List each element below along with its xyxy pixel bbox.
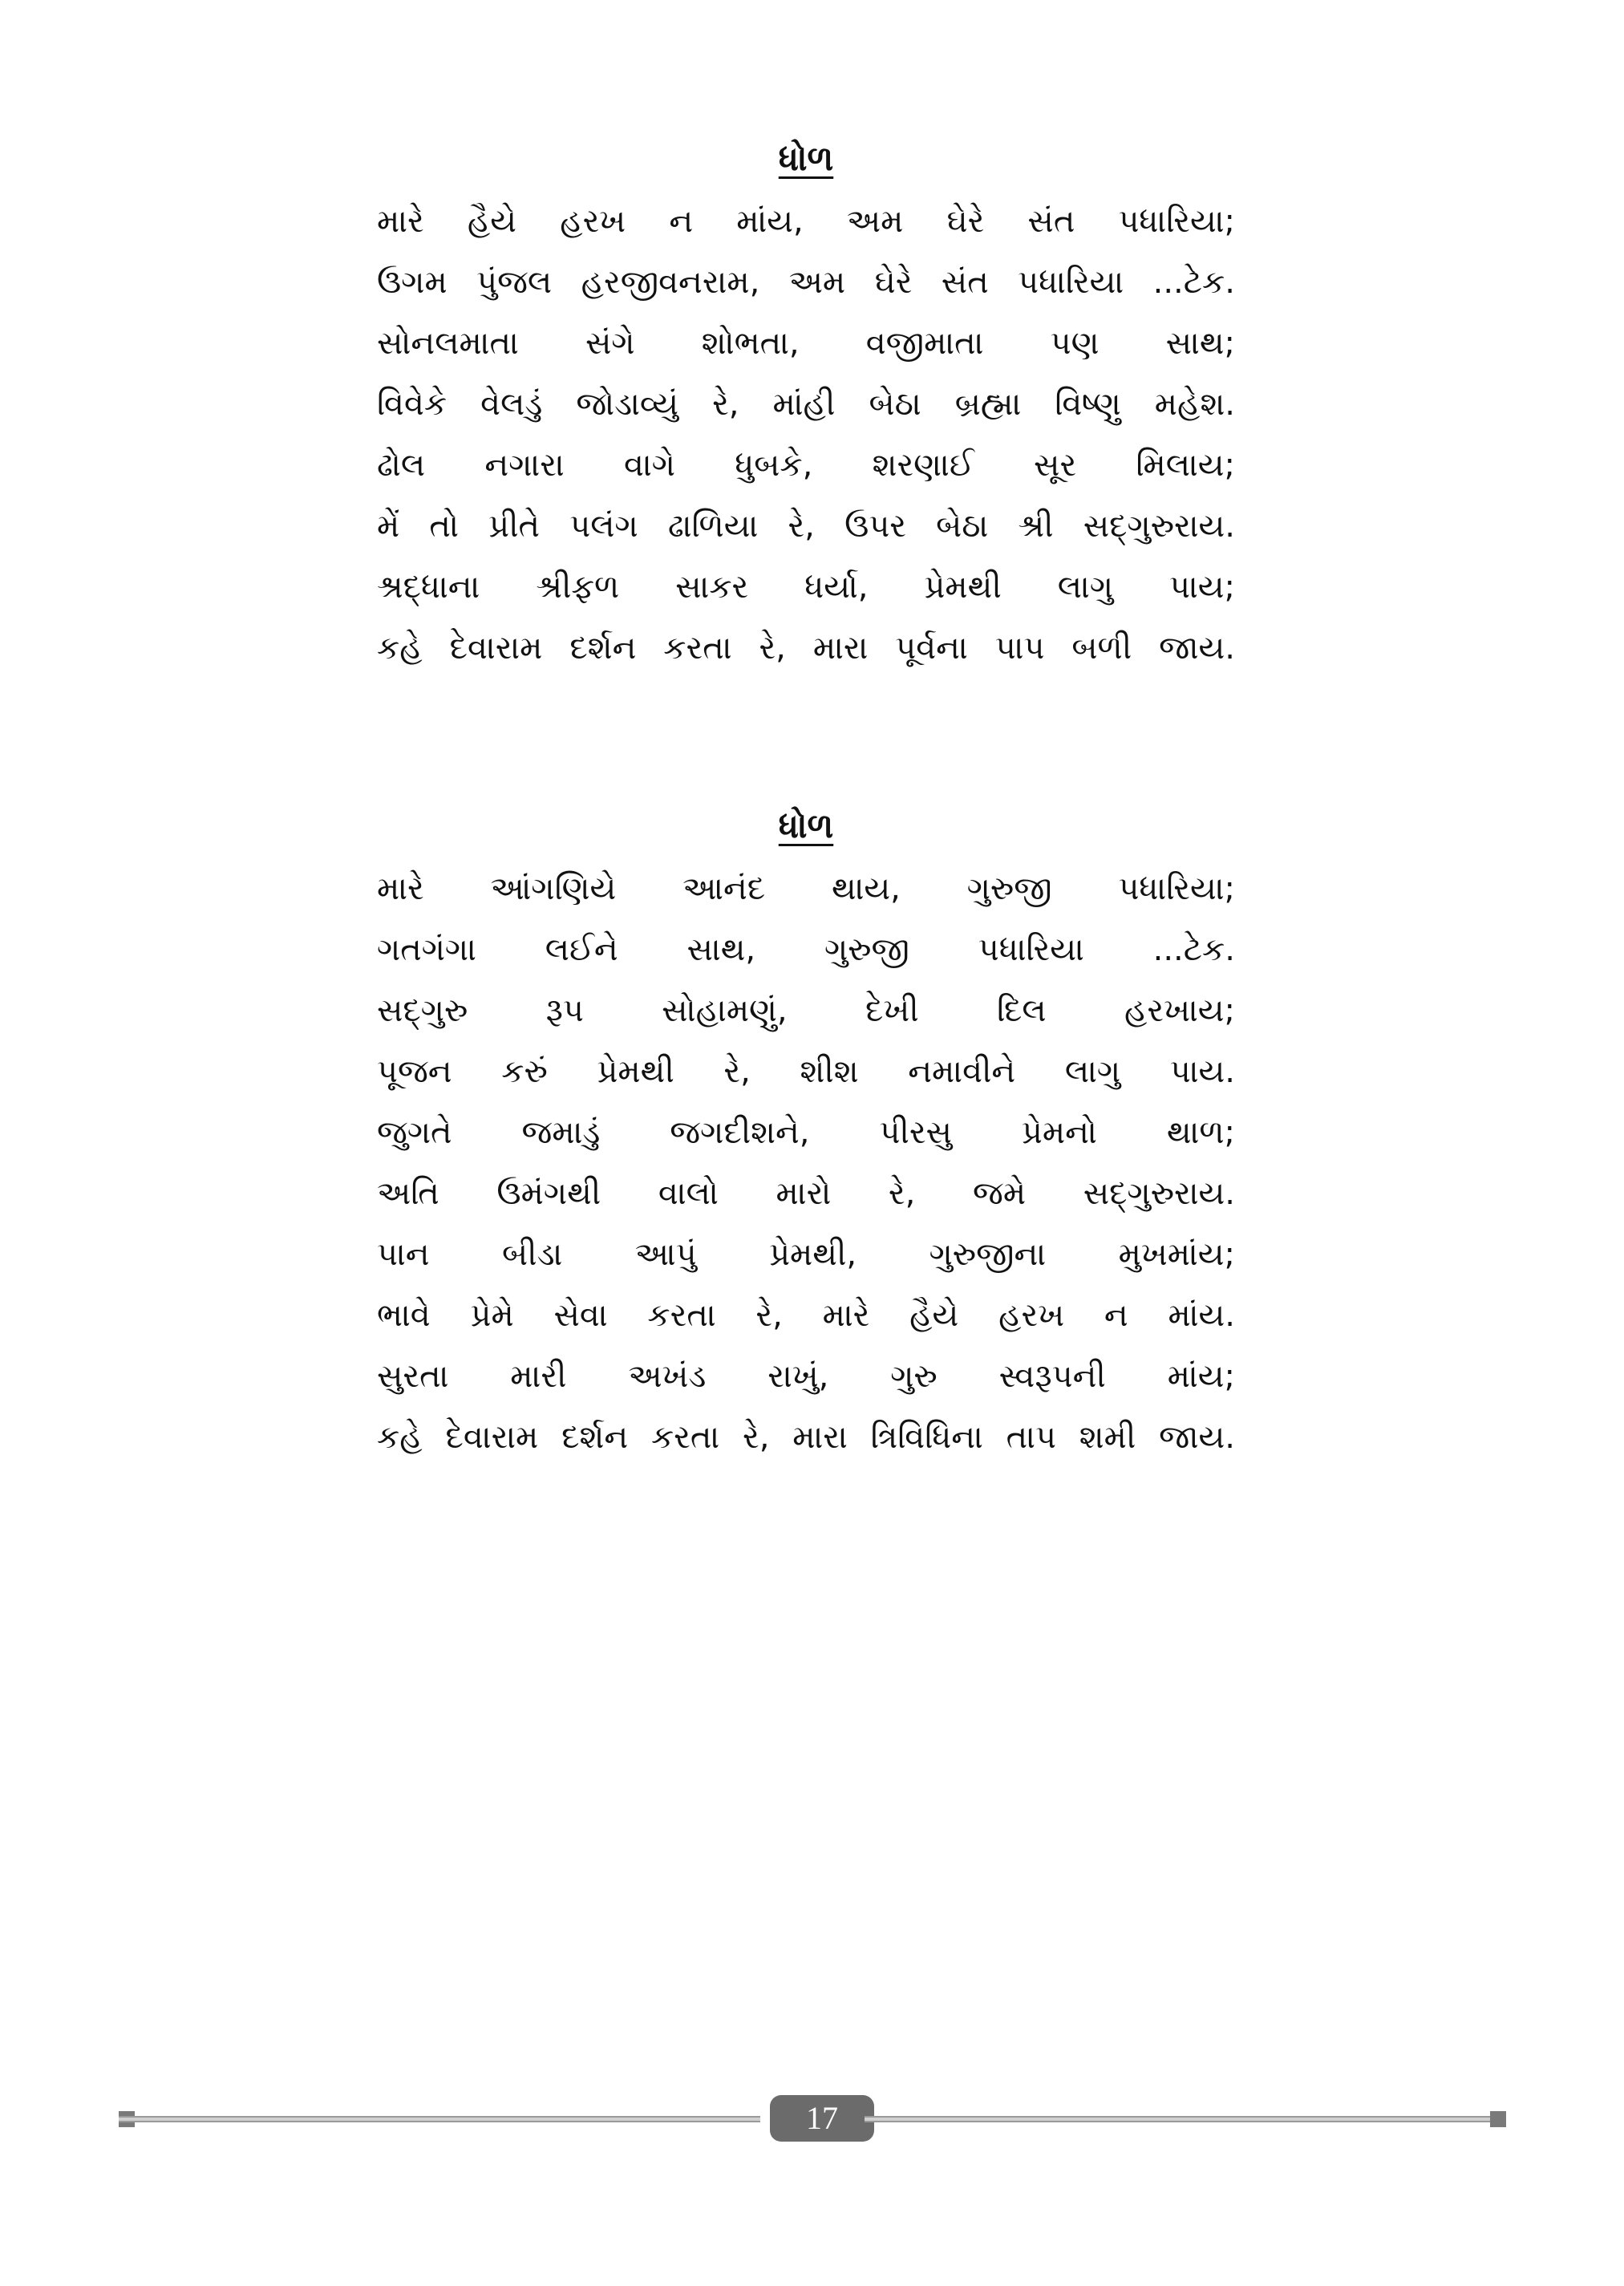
footer-right-cap bbox=[1490, 2111, 1506, 2127]
verse-line: સુરતા મારી અખંડ રાખું, ગુરુ સ્વરૂપની માંય; bbox=[377, 1358, 1235, 1395]
verse-line: મેં તો પ્રીતે પલંગ ઢાળિયા રે, ઉપર બેઠા શ્રી સદ્‌ગુરુરાય. bbox=[377, 508, 1235, 545]
verse-line: શ્રદ્ધાના શ્રીફળ સાકર ધર્યા, પ્રેમથી લાગુ પાય; bbox=[377, 569, 1235, 606]
verse-line: પૂજન કરું પ્રેમથી રે, શીશ નમાવીને લાગુ પાય. bbox=[377, 1053, 1235, 1090]
poem-title: ધોળ bbox=[778, 806, 834, 845]
verse-line: જુગતે જમાડું જગદીશને, પીરસુ પ્રેમનો થાળ; bbox=[377, 1114, 1235, 1151]
verse-line: કહે દેવારામ દર્શન કરતા રે, મારા ત્રિવિધિના તાપ શમી જાય. bbox=[377, 1419, 1235, 1456]
verse-line: કહે દેવારામ દર્શન કરતા રે, મારા પૂર્વના પાપ બળી જાય. bbox=[377, 630, 1235, 667]
verse-line: ગતગંગા લઈને સાથ, ગુરુજી પધારિયા ...ટેક. bbox=[377, 931, 1235, 968]
verse-line: ઉગમ પુંજલ હરજીવનરામ, અમ ઘેરે સંત પધારિયા ...ટેક. bbox=[377, 264, 1235, 301]
verse-line: અતિ ઉમંગથી વાલો મારો રે, જમે સદ્‌ગુરુરાય. bbox=[377, 1175, 1235, 1212]
poem-title: ધોળ bbox=[778, 139, 834, 178]
verse-line: મારે હૈયે હરખ ન માંય, અમ ઘેરે સંત પધારિયા; bbox=[377, 203, 1235, 240]
page-footer bbox=[119, 2095, 1506, 2143]
verse-line: સોનલમાતા સંગે શોભતા, વજીમાતા પણ સાથ; bbox=[377, 325, 1235, 362]
verse-line: સદ્‌ગુરુ રૂપ સોહામણું, દેખી દિલ હરખાય; bbox=[377, 992, 1235, 1029]
verse-line: ભાવે પ્રેમે સેવા કરતા રે, મારે હૈયે હરખ ન માંય. bbox=[377, 1297, 1235, 1334]
footer-right-rule bbox=[865, 2116, 1506, 2122]
verse-line: ઢોલ નગારા વાગે ધુબકે, શરણાઈ સૂર મિલાય; bbox=[377, 447, 1235, 484]
poem-1 bbox=[377, 135, 1235, 679]
verse-line: વિવેકે વેલડું જોડાવ્યું રે, માંહી બેઠા બ્રહ્મા વિષ્ણુ મહેશ. bbox=[377, 386, 1235, 423]
verse-line: પાન બીડા આપું પ્રેમથી, ગુરુજીના મુખમાંય; bbox=[377, 1236, 1235, 1273]
verse-line: મારે આંગણિયે આનંદ થાય, ગુરુજી પધારિયા; bbox=[377, 870, 1235, 907]
page-number: 17 bbox=[770, 2095, 874, 2142]
footer-left-rule bbox=[119, 2116, 760, 2122]
poem-2 bbox=[377, 802, 1235, 1468]
